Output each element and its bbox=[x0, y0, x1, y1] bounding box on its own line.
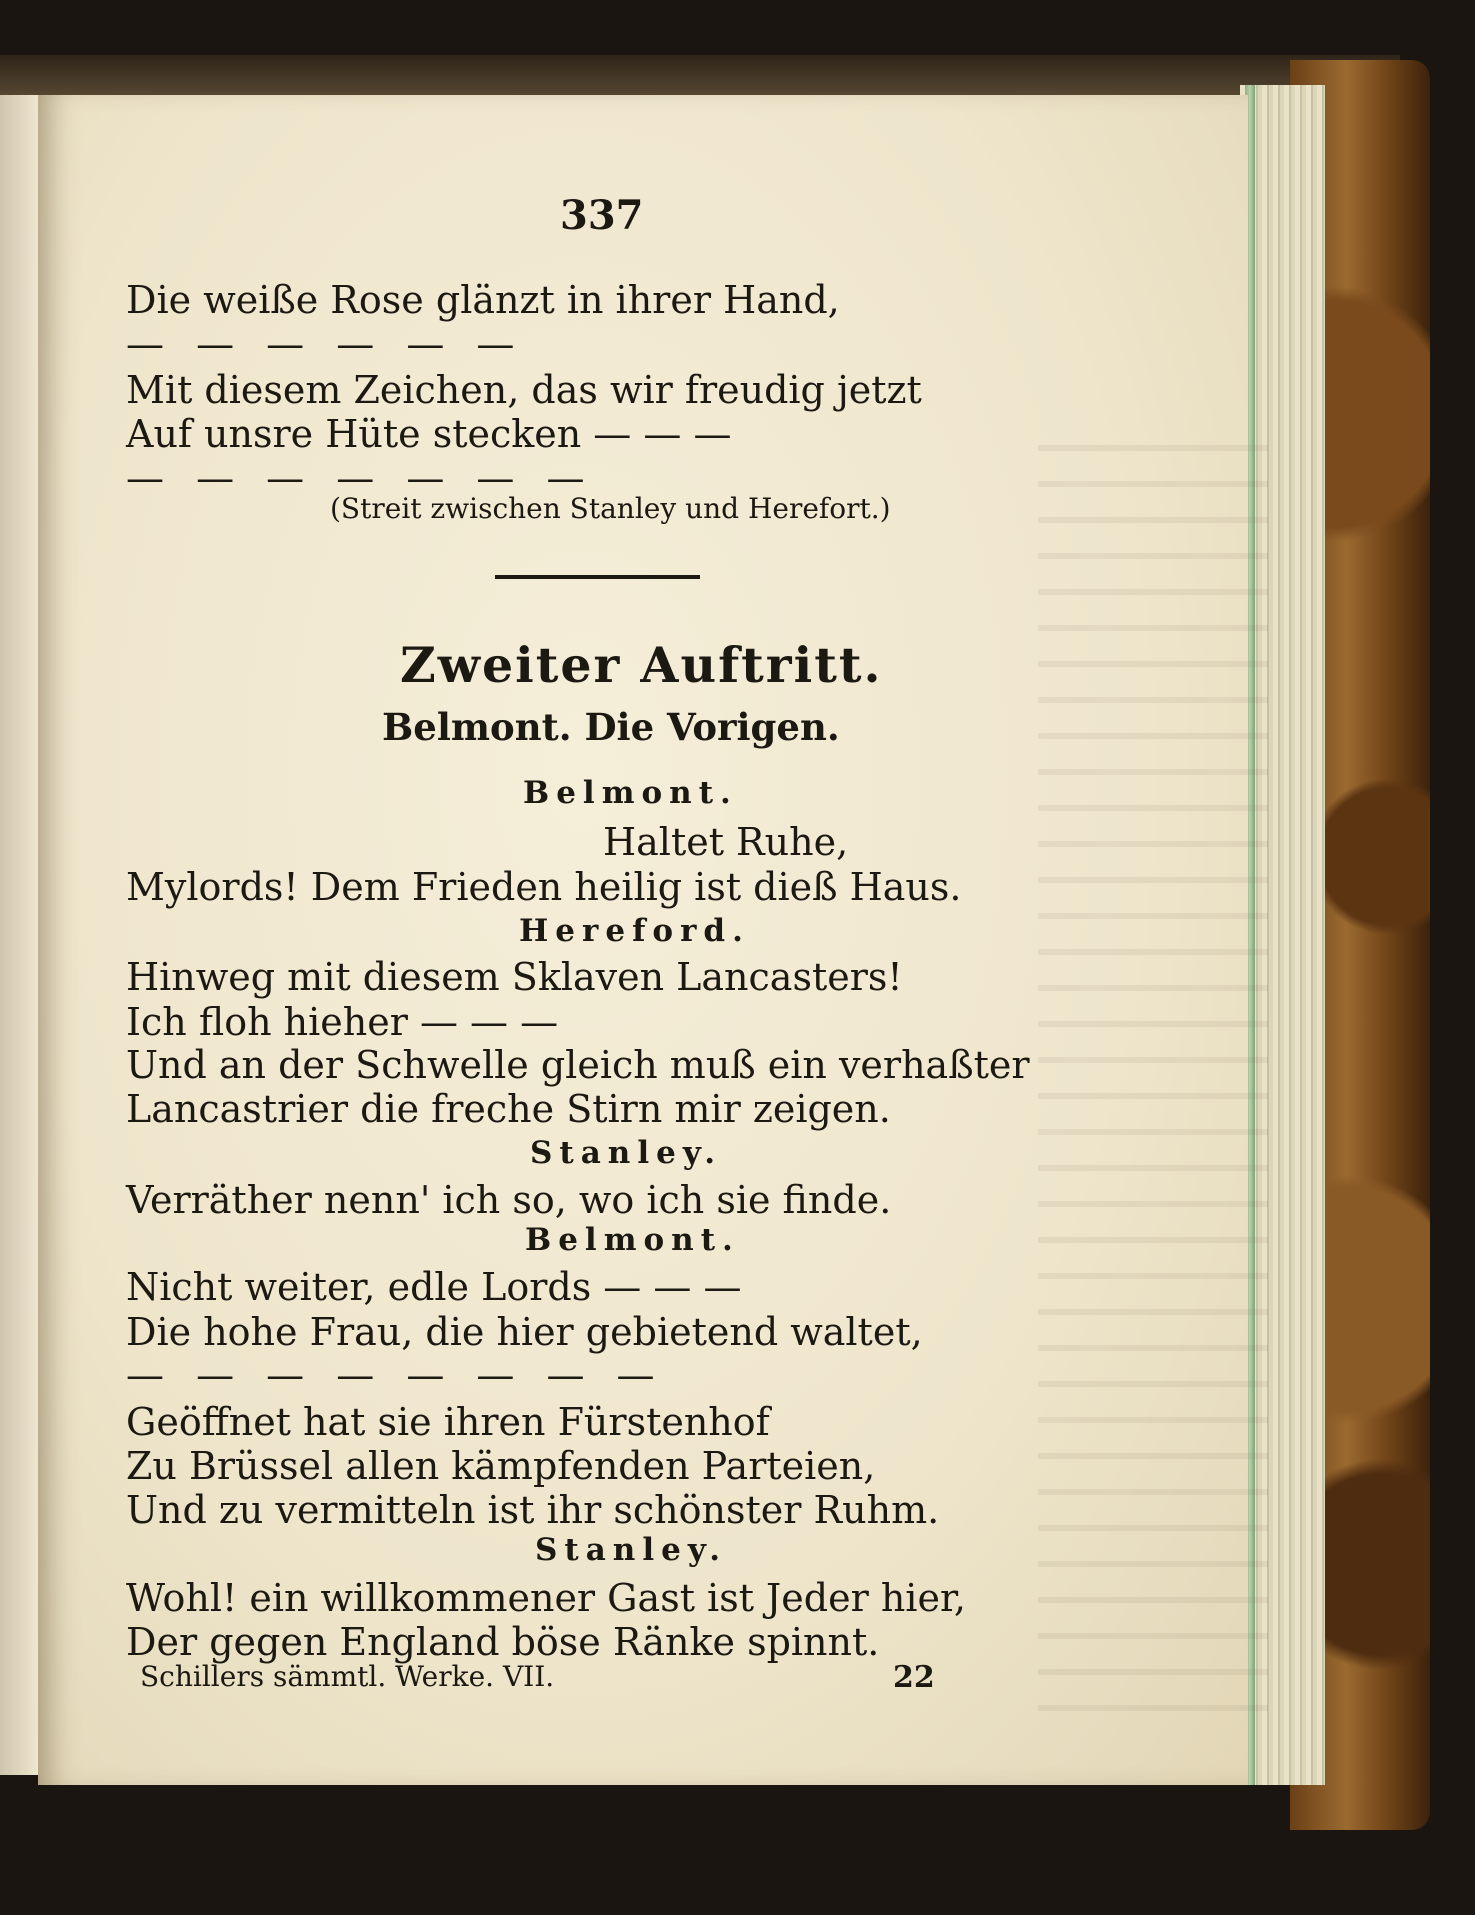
dash-line: — — — — — — — bbox=[126, 456, 595, 500]
footer-signature: Schillers sämmtl. Werke. VII. bbox=[140, 1660, 555, 1693]
scene-heading: Zweiter Auftritt. bbox=[400, 636, 883, 694]
stage-direction: (Streit zwischen Stanley und Herefort.) bbox=[330, 492, 891, 525]
verse-line: Haltet Ruhe, bbox=[603, 820, 849, 864]
verse-line: Lancastrier die freche Stirn mir zeigen. bbox=[126, 1087, 891, 1131]
verse-line: Die hohe Frau, die hier gebietend waltet, bbox=[126, 1310, 923, 1354]
verse-line: Hinweg mit diesem Sklaven Lancasters! bbox=[126, 955, 903, 999]
section-rule bbox=[495, 575, 700, 579]
verse-line: Der gegen England böse Ränke spinnt. bbox=[126, 1620, 880, 1664]
bleed-through bbox=[1038, 415, 1268, 1715]
verse-line: Ich floh hieher — — — bbox=[126, 1000, 559, 1044]
verse-line: Auf unsre Hüte stecken — — — bbox=[126, 412, 732, 456]
signature-mark: 22 bbox=[893, 1660, 935, 1695]
verse-line: Nicht weiter, edle Lords — — — bbox=[126, 1265, 742, 1309]
speaker-name: Belmont. bbox=[525, 1222, 740, 1258]
cover-top-edge bbox=[0, 55, 1400, 100]
verse-line: Und an der Schwelle gleich muß ein verhaßter bbox=[126, 1043, 1030, 1087]
verse-line: Die weiße Rose glänzt in ihrer Hand, bbox=[126, 278, 840, 322]
page-number: 337 bbox=[560, 192, 644, 239]
dash-line: — — — — — — bbox=[126, 322, 525, 366]
speaker-name: Belmont. bbox=[523, 775, 738, 811]
left-page-sliver bbox=[0, 95, 40, 1775]
verse-line: Mit diesem Zeichen, das wir freudig jetzt bbox=[126, 368, 922, 412]
speaker-name: Stanley. bbox=[535, 1532, 728, 1568]
verse-line: Wohl! ein willkommener Gast ist Jeder hier, bbox=[126, 1576, 967, 1620]
dash-line: — — — — — — — — bbox=[126, 1353, 665, 1397]
verse-line: Zu Brüssel allen kämpfenden Parteien, bbox=[126, 1444, 876, 1488]
verse-line: Mylords! Dem Frieden heilig ist dieß Haus. bbox=[126, 865, 962, 909]
verse-line: Und zu vermitteln ist ihr schönster Ruhm. bbox=[126, 1488, 940, 1532]
cast-list: Belmont. Die Vorigen. bbox=[382, 705, 840, 749]
verse-line: Geöffnet hat sie ihren Fürstenhof bbox=[126, 1400, 770, 1444]
speaker-name: Hereford. bbox=[519, 913, 750, 949]
speaker-name: Stanley. bbox=[530, 1135, 723, 1171]
verse-line: Verräther nenn' ich so, wo ich sie finde. bbox=[126, 1178, 892, 1222]
